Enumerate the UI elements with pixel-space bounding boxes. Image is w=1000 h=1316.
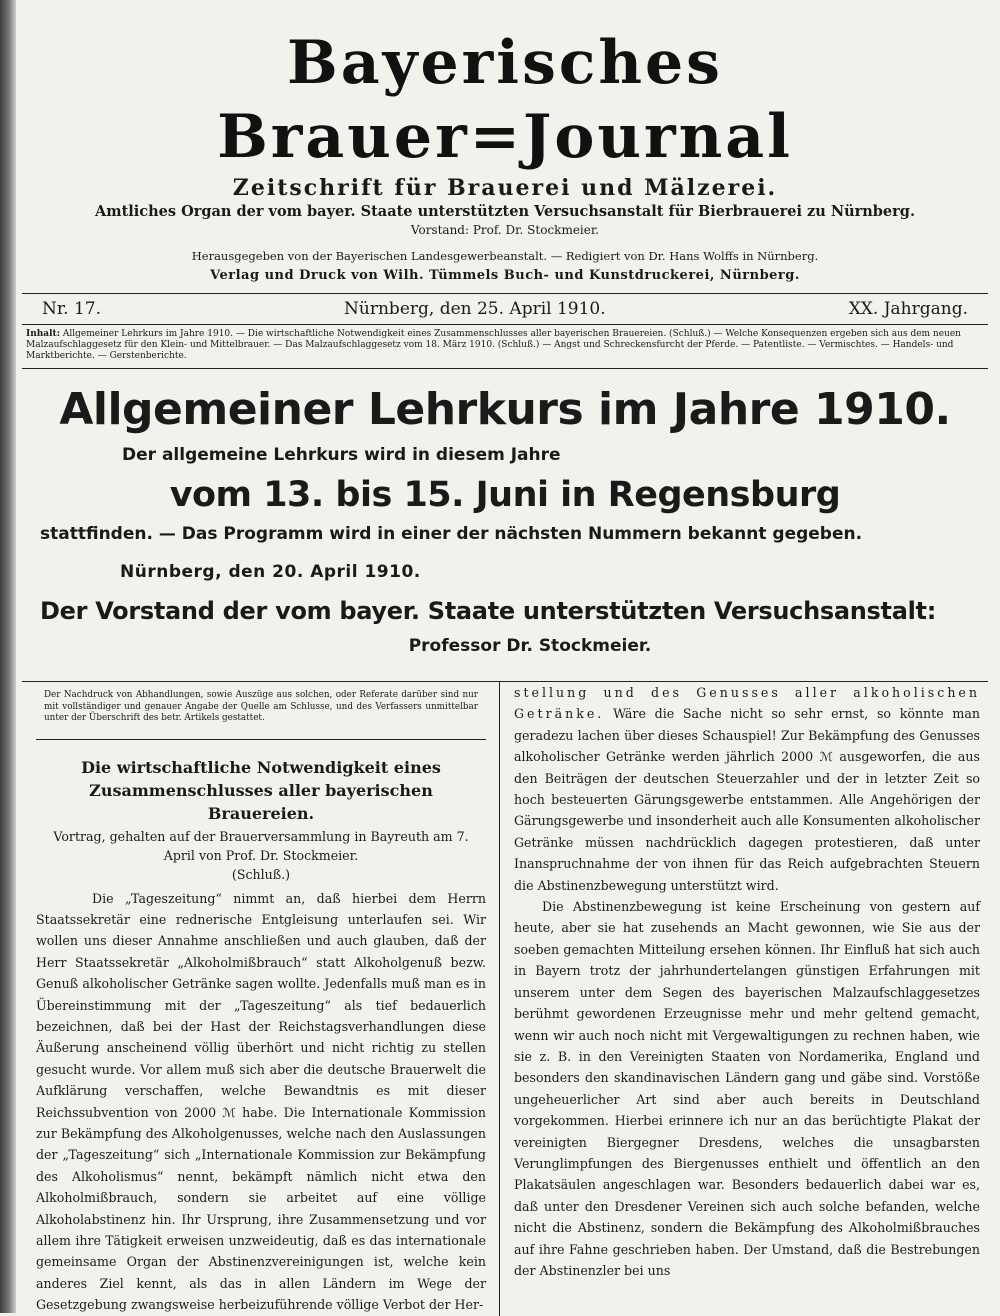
issue-info-bar bbox=[22, 293, 988, 325]
article-paragraph-right-2: Die Abstinenzbewegung ist keine Erscheinung von gestern auf heute, aber sie hat zusehends an Macht gewonnen, wie Sie aus der soeben gemachten Mitteilung ersehen können. Ihr Einfluß hat sich auch in Bayern trotz der jahrhundertelangen günstigen Erfahrungen mit unserem unter dem Segen des bayerischen Malzaufschlaggesetzes berühmt gewordenen Erzeugnisse mehr und mehr geltend gemacht, wenn wir auch noch nicht mit Vergewaltigungen zu rechnen haben, wie sie z. B. in den Vereinigten Staaten von Nordamerika, England und besonders den skandinavischen Ländern gang und gäbe sind. Vorstöße ungeheuerlicher Art sind aber auch bereits in Deutschland vorgekommen. Hierbei erinnere ich nur an das berüchtigte Plakat der vereinigten Biergegner Dresdens, welches die unsagbarsten Verunglimpfungen des Biergenusses enthielt und öffentlich an den Plakatsäulen angeschlagen war. Besonders bedauerlich dabei war es, daß unter den Dresdener Vereinen sich auch solche befanden, welche nicht die Abstinenz, sondern die Bekämpfung des Alkoholmißbrauches auf ihre Fahne geschrieben haben. Der Umstand, daß die Bestrebungen der Abstinenzler bei uns bbox=[514, 899, 980, 1278]
announcement-place-date: Nürnberg, den 20. April 1910. bbox=[120, 562, 421, 582]
notice-divider bbox=[36, 739, 486, 740]
announcement-date-line: vom 13. bis 15. Juni in Regensburg bbox=[169, 475, 841, 515]
article-continued: (Schluß.) bbox=[231, 866, 291, 882]
issue-number: Nr. 17. bbox=[42, 299, 101, 319]
article-subtitle: Vortrag, gehalten auf der Brauerversammlung in Bayreuth am 7. April von Prof. Dr. Stockmeier. bbox=[53, 828, 469, 863]
issue-volume: XX. Jahrgang. bbox=[848, 299, 968, 319]
paragraph-right-1-rest: Wäre die Sache nicht so sehr ernst, so könnte man geradezu lachen über dieses Schauspiel! Zur Bekämpfung des Genusses alkoholischer Getränke werden jährlich 2000 ℳ ausgeworfen, die aus den Beiträgen der deutschen Steuerzahler und der in letzter Zeit so hoch besteuerten Gärungsgewerbe entstammen. Alle Angehörigen der Gärungsgewerbe und insonderheit auch alle Konsumenten alkoholischer Getränke müssen nachdrücklich dagegen protestieren, daß unter Inanspruchnahme der von ihnen für das Reich aufgebrachten Steuern die Abstinenzbewegung unterstützt wird. bbox=[514, 706, 980, 893]
announcement-board: Der Vorstand der vom bayer. Staate unterstützten Versuchsanstalt: bbox=[40, 597, 937, 625]
right-column bbox=[500, 682, 988, 1316]
article-columns bbox=[22, 682, 988, 1316]
article-title: Die wirtschaftliche Notwendigkeit eines Zusammenschlusses aller bayerischen Brauereien. bbox=[81, 757, 441, 823]
announcement-line-1: Der allgemeine Lehrkurs wird in diesem Jahre bbox=[122, 445, 561, 465]
masthead-printer-line: Verlag und Druck von Wilh. Tümmels Buch- und Kunstdruckerei, Nürnberg. bbox=[210, 268, 800, 283]
announcement-title: Allgemeiner Lehrkurs im Jahre 1910. bbox=[59, 384, 951, 435]
masthead-subtitle: Zeitschrift für Brauerei und Mälzerei. bbox=[232, 175, 778, 201]
masthead-vorstand: Vorstand: Prof. Dr. Stockmeier. bbox=[410, 223, 600, 237]
spaced-text: stellung und des Genusses aller alkoholischen Getränke. bbox=[514, 685, 980, 722]
contents-label: Inhalt: bbox=[26, 329, 61, 339]
left-column bbox=[22, 682, 500, 1316]
announcement-line-3: stattfinden. — Das Programm wird in einer der nächsten Nummern bekannt gegeben. bbox=[40, 524, 863, 544]
table-of-contents bbox=[22, 325, 988, 369]
newspaper-page bbox=[22, 14, 988, 1313]
announcement-signature: Professor Dr. Stockmeier. bbox=[408, 636, 652, 656]
page-binding-edge bbox=[0, 0, 16, 1313]
announcement-block bbox=[22, 379, 988, 661]
article-paragraph-right-1 bbox=[514, 682, 980, 896]
column-divider bbox=[499, 682, 500, 1316]
masthead-organ-line: Amtliches Organ der vom bayer. Staate unterstützten Versuchsanstalt für Bierbrauerei zu Nürnberg. bbox=[95, 203, 915, 220]
contents-text: Allgemeiner Lehrkurs im Jahre 1910. — Die wirtschaftliche Notwendigkeit eines Zusammenschlusses aller bayerischen Brauereien. (Schluß.) — Welche Konsequenzen ergeben sich aus dem neuen Malzaufschlaggesetz für den Klein- und Mittelbrauer. — Das Malzaufschlaggesetz vom 18. März 1910. (Schluß.) — Angst und Schreckensfurcht der Pferde. — Patentliste. — Vermischtes. — Handels- und Marktberichte. — Gerstenberichte. bbox=[26, 329, 961, 361]
reprint-notice: Der Nachdruck von Abhandlungen, sowie Auszüge aus solchen, oder Referate darüber sind nur mit vollständiger und genauer Angabe der Quelle am Schlusse, und des Verfassers unmittelbar unter der Überschrift des betr. Artikels gestattet. bbox=[44, 690, 478, 723]
issue-place-date: Nürnberg, den 25. April 1910. bbox=[344, 299, 606, 319]
article-paragraph-left: Die „Tageszeitung“ nimmt an, daß hierbei dem Herrn Staatssekretär eine rednerische Entgleisung unterlaufen sei. Wir wollen uns dieser Annahme anschließen und auch glauben, daß der Herr Staatssekretär „Alkoholmißbrauch“ statt Alkoholgenuß bezw. Genuß alkoholischer Getränke sagen wollte. Jedenfalls muß man es in Übereinstimmung mit der „Tageszeitung“ als tief bedauerlich bezeichnen, daß bei der Hast der Reichstagsverhandlungen diese Äußerung anscheinend völlig überhört und nicht richtig zu stellen gesucht wurde. Vor allem muß sich aber die deutsche Brauerwelt die Aufklärung verschaffen, welche Bewandtnis es mit dieser Reichssubvention von 2000 ℳ habe. Die Internationale Kommission zur Bekämpfung des Alkoholgenusses, welche nach den Auslassungen der „Tageszeitung“ sich „Internationale Kommission zur Bekämpfung des Alkoholismus“ nennt, bekämpft nämlich nicht etwa den Alkoholmißbrauch, sondern sie arbeitet auf eine völlige Alkoholabstinenz hin. Ihr Ursprung, ihre Zusammensetzung und vor allem ihre Tätigkeit erweisen unzweideutig, daß es das internationale gemeinsame Organ der Abstinenzvereinigungen ist, welche kein anderes Ziel kennt, als das in allen Ländern im Wege der Gesetzgebung zwangsweise herbeizuführende völlige Verbot der Her- bbox=[36, 890, 486, 1313]
masthead-publisher-line: Herausgegeben von der Bayerischen Landesgewerbeanstalt. — Redigiert von Dr. Hans Wolffs in Nürnberg. bbox=[191, 249, 819, 263]
masthead-title: Bayerisches Brauer=Journal bbox=[217, 28, 793, 172]
